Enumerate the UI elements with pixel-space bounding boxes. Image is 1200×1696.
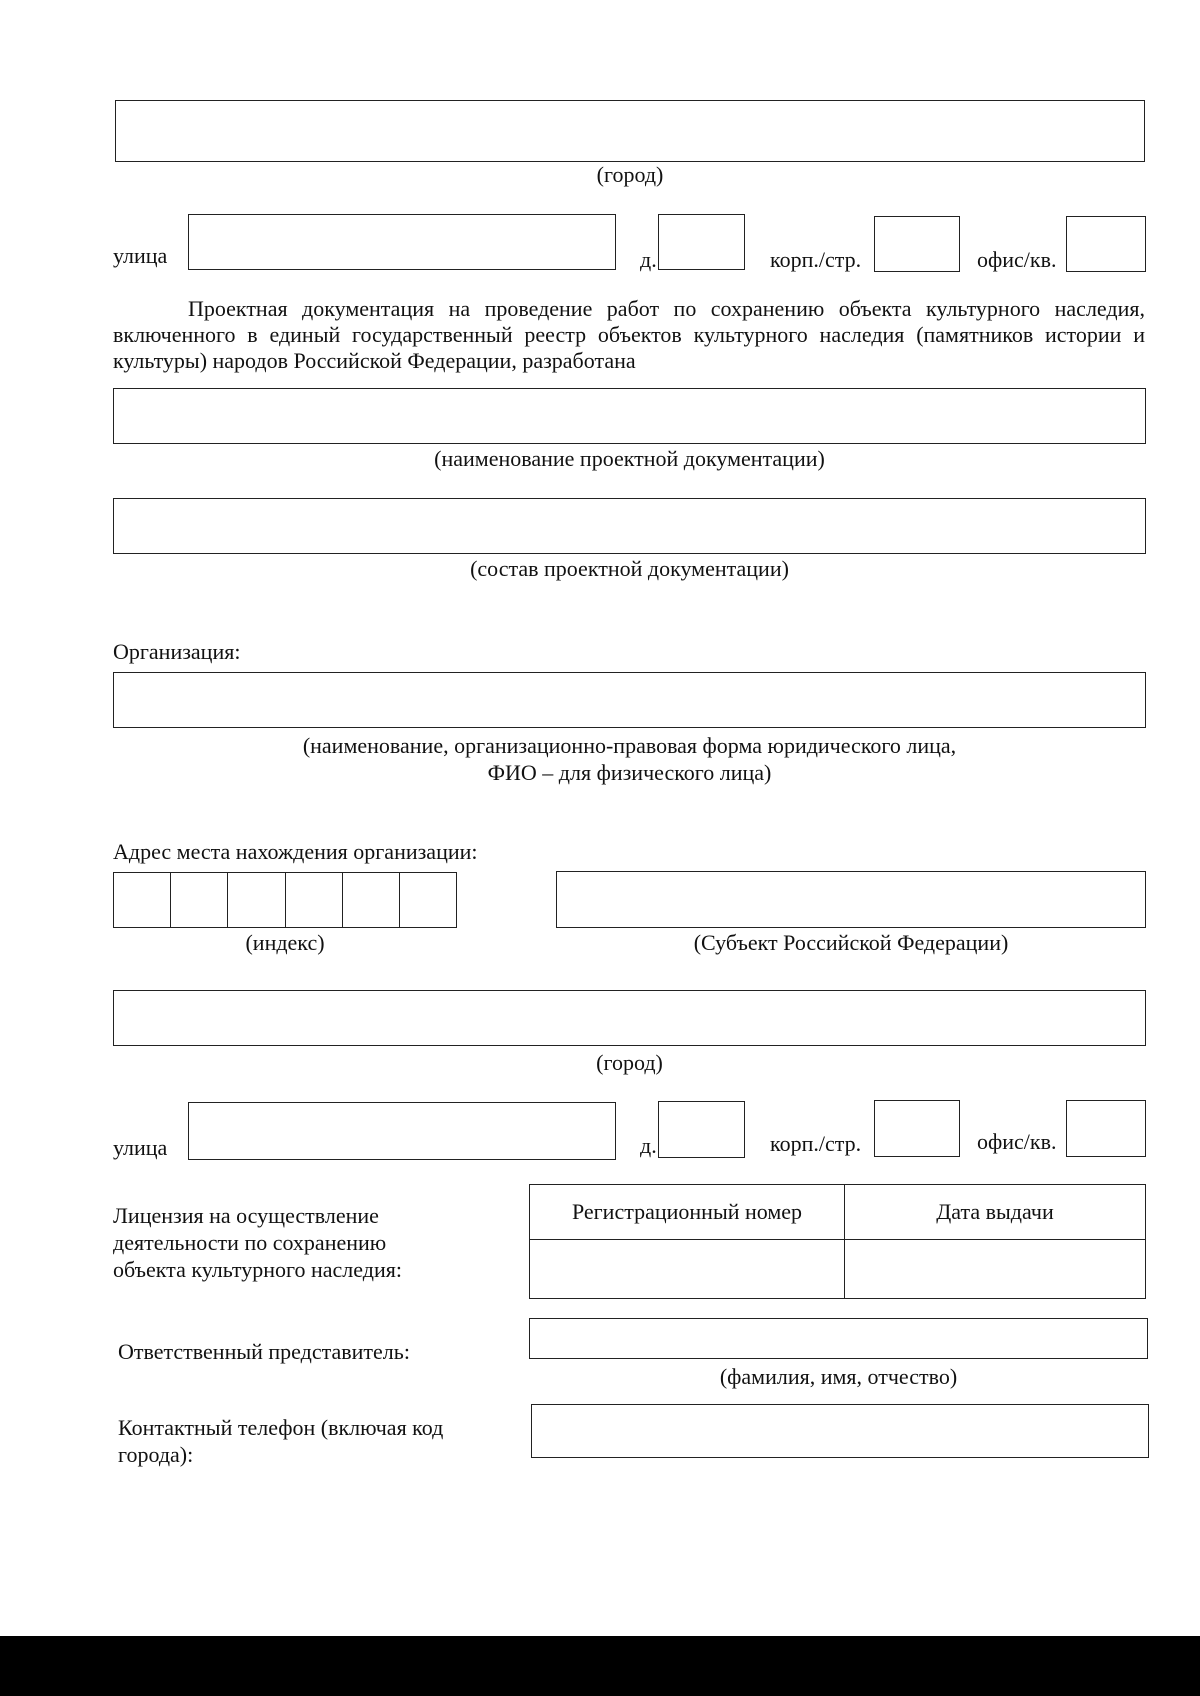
street-label: улица xyxy=(113,243,168,268)
representative-label: Ответственный представитель: xyxy=(118,1339,410,1364)
organization-field[interactable] xyxy=(113,672,1146,728)
org-building-label: корп./стр. xyxy=(770,1131,862,1156)
representative-field[interactable] xyxy=(529,1318,1148,1359)
reg-number-cell[interactable] xyxy=(530,1240,845,1299)
org-street-label: улица xyxy=(113,1135,168,1160)
reg-number-header: Регистрационный номер xyxy=(530,1185,845,1240)
postal-index-field[interactable] xyxy=(113,872,457,928)
index-digit-cell[interactable] xyxy=(343,873,400,927)
organization-caption-line2: ФИО – для физического лица) xyxy=(487,760,772,785)
documentation-paragraph: Проектная документация на проведение работ по сохранению объекта культурного наследия, включенного в единый государственный реестр объектов культурного наследия (памятников истории и культуры) народов Российской Федерации, разработана xyxy=(113,296,1145,373)
index-digit-cell[interactable] xyxy=(228,873,285,927)
house-field[interactable] xyxy=(658,214,745,270)
index-digit-cell[interactable] xyxy=(400,873,456,927)
street-field[interactable] xyxy=(188,214,616,270)
license-value-row xyxy=(530,1240,1146,1299)
index-digit-cell[interactable] xyxy=(286,873,343,927)
license-table xyxy=(529,1184,1146,1299)
subject-caption: (Субъект Российской Федерации) xyxy=(693,930,1009,955)
phone-field[interactable] xyxy=(531,1404,1149,1458)
doc-name-field[interactable] xyxy=(113,388,1146,444)
city-caption: (город) xyxy=(596,162,664,187)
index-digit-cell[interactable] xyxy=(171,873,228,927)
org-address-label: Адрес места нахождения организации: xyxy=(113,839,478,864)
org-house-label: д. xyxy=(640,1133,657,1158)
index-caption: (индекс) xyxy=(245,930,325,955)
doc-composition-caption: (состав проектной документации) xyxy=(470,556,789,581)
org-city-caption: (город) xyxy=(596,1050,663,1075)
org-office-field[interactable] xyxy=(1066,1100,1146,1157)
organization-caption-line1: (наименование, организационно-правовая форма юридического лица, xyxy=(302,733,957,758)
doc-name-caption: (наименование проектной документации) xyxy=(434,446,825,471)
org-house-field[interactable] xyxy=(658,1101,745,1158)
org-office-label: офис/кв. xyxy=(977,1129,1057,1154)
representative-caption: (фамилия, имя, отчество) xyxy=(719,1364,958,1389)
building-field[interactable] xyxy=(874,216,960,272)
license-label: Лицензия на осуществление деятельности по сохранению объекта культурного наследия: xyxy=(113,1203,402,1282)
license-header-row xyxy=(530,1185,1146,1240)
office-field[interactable] xyxy=(1066,216,1146,272)
organization-label: Организация: xyxy=(113,639,241,664)
index-digit-cell[interactable] xyxy=(114,873,171,927)
org-street-field[interactable] xyxy=(188,1102,616,1160)
city-field[interactable] xyxy=(115,100,1145,162)
org-city-field[interactable] xyxy=(113,990,1146,1046)
subject-field[interactable] xyxy=(556,871,1146,928)
org-building-field[interactable] xyxy=(874,1100,960,1157)
issue-date-header: Дата выдачи xyxy=(845,1185,1146,1240)
issue-date-cell[interactable] xyxy=(845,1240,1146,1299)
phone-label: Контактный телефон (включая код города): xyxy=(118,1415,444,1467)
building-label: корп./стр. xyxy=(770,247,862,272)
office-label: офис/кв. xyxy=(977,247,1057,272)
doc-composition-field[interactable] xyxy=(113,498,1146,554)
house-label: д. xyxy=(640,247,657,272)
